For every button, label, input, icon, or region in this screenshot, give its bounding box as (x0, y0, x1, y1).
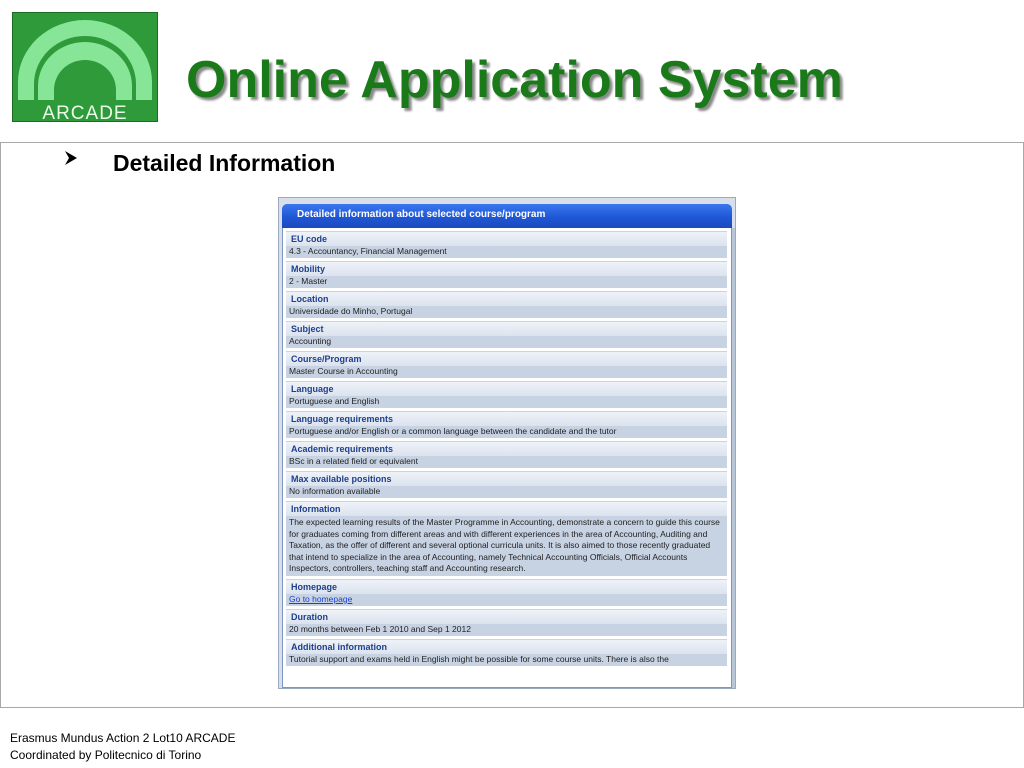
detail-section-value: Portuguese and/or English or a common language between the candidate and the tutor (286, 426, 727, 438)
bullet-label: Detailed Information (113, 150, 336, 176)
detail-section-label: Subject (286, 321, 727, 336)
detail-section-label: Language (286, 381, 727, 396)
detail-section (286, 501, 727, 576)
detail-section (286, 351, 727, 378)
detail-section (286, 411, 727, 438)
footer-line-2: Coordinated by Politecnico di Torino (10, 748, 202, 762)
panel-body[interactable] (282, 228, 732, 688)
detail-section-value: 2 - Master (286, 276, 727, 288)
detail-section (286, 381, 727, 408)
arcade-logo-icon (12, 12, 158, 122)
footer-line-1: Erasmus Mundus Action 2 Lot10 ARCADE (10, 731, 236, 745)
detail-section (286, 579, 727, 606)
arrow-bullet-icon (64, 150, 78, 171)
detail-section (286, 291, 727, 318)
detail-section (286, 441, 727, 468)
detail-section-label: Duration (286, 609, 727, 624)
detail-section (286, 639, 727, 666)
panel-scrollbar[interactable] (732, 228, 735, 688)
panel-title: Detailed information about selected course/program (282, 204, 732, 228)
detail-section-value: 4.3 - Accountancy, Financial Management (286, 246, 727, 258)
detail-section (286, 321, 727, 348)
detail-section-label: Max available positions (286, 471, 727, 486)
detail-section-label: Location (286, 291, 727, 306)
detail-section-value: Portuguese and English (286, 396, 727, 408)
detail-section (286, 471, 727, 498)
detail-section-value: No information available (286, 486, 727, 498)
detail-section-label: Academic requirements (286, 441, 727, 456)
detail-section-label: Course/Program (286, 351, 727, 366)
detail-section-label: Information (286, 501, 727, 516)
detail-section-label: Language requirements (286, 411, 727, 426)
detail-section-value: The expected learning results of the Master Programme in Accounting, demonstrate a concern to guide this course for graduates coming from different areas and with different experiences in the area of Accounting, Auditing and Taxation, as the offer of different and several optional curricula units. It is also aimed to those recently graduated that intend to specialize in the area of Accounting, namely Technical Accounting Officials, Official Accounts Inspectors, controllers, teaching staff and Accounting research. (286, 516, 727, 576)
detail-section-value: Universidade do Minho, Portugal (286, 306, 727, 318)
page-title: Online Application System (186, 51, 843, 109)
detail-section-label: Additional information (286, 639, 727, 654)
course-detail-panel (278, 197, 736, 689)
footer (10, 730, 235, 764)
detail-section-value: Accounting (286, 336, 727, 348)
logo-text: ARCADE (42, 103, 128, 122)
detail-section (286, 609, 727, 636)
detail-section (286, 231, 727, 258)
detail-section-value: Master Course in Accounting (286, 366, 727, 378)
detail-section-label: Mobility (286, 261, 727, 276)
detail-section-label: EU code (286, 231, 727, 246)
detail-section-label: Homepage (286, 579, 727, 594)
detail-section (286, 261, 727, 288)
detail-section-value: BSc in a related field or equivalent (286, 456, 727, 468)
homepage-link[interactable]: Go to homepage (286, 594, 727, 606)
detail-section-value: 20 months between Feb 1 2010 and Sep 1 2012 (286, 624, 727, 636)
arcade-logo (12, 12, 158, 122)
detail-section-value: Tutorial support and exams held in English might be possible for some course units. There is also the (286, 654, 727, 666)
